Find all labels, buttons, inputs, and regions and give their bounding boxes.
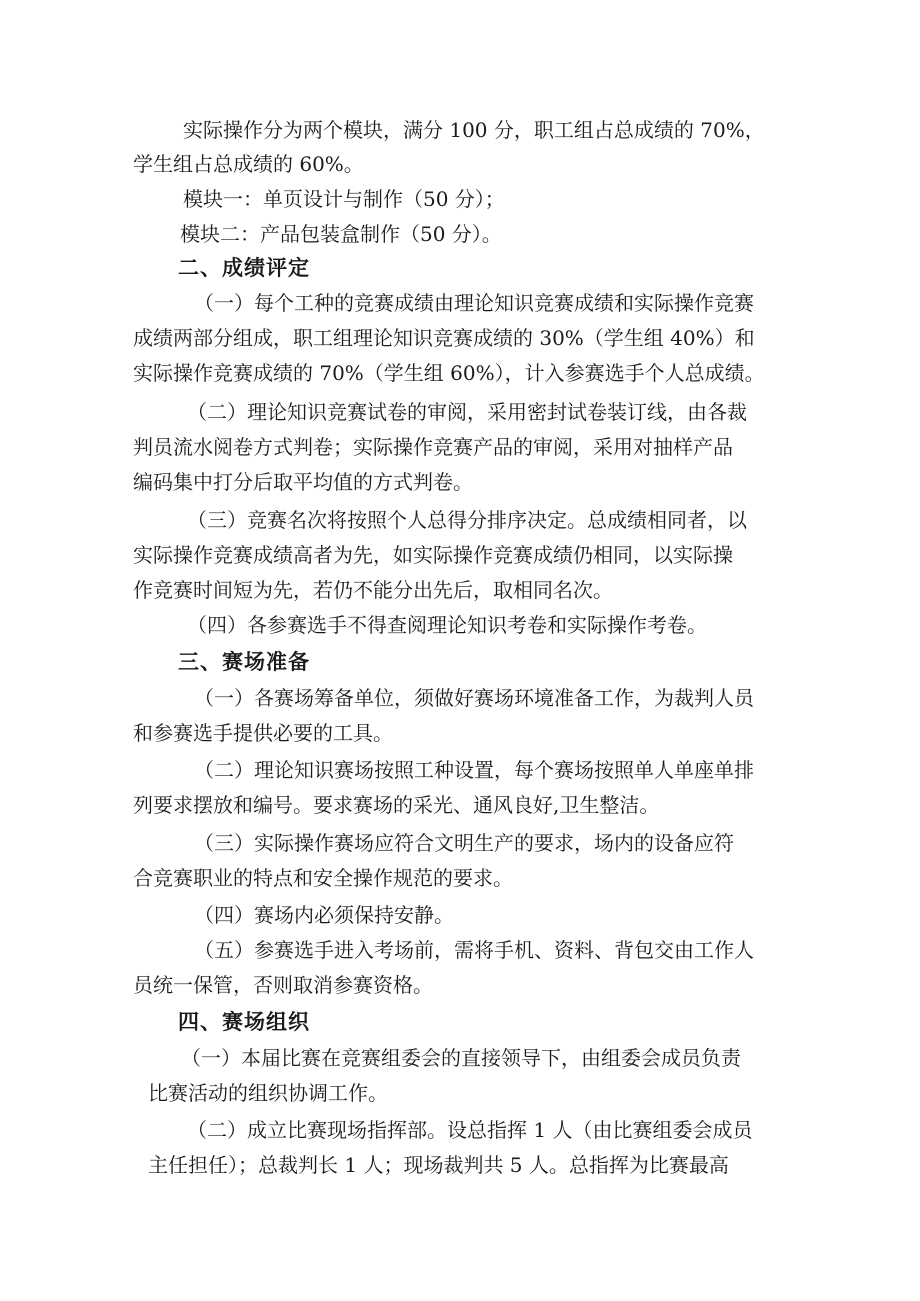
- text-line: （三）实际操作赛场应符合文明生产的要求，场内的设备应符: [194, 831, 734, 855]
- text-line: 成绩两部分组成，职工组理论知识竞赛成绩的 30%（学生组 40%）和: [133, 326, 755, 350]
- text-line: 员统一保管，否则取消参赛资格。: [133, 973, 433, 997]
- text-line: 作竞赛时间短为先，若仍不能分出先后，取相同名次。: [133, 578, 613, 602]
- text-line: 合竞赛职业的特点和安全操作规范的要求。: [133, 866, 513, 890]
- section-heading: 三、赛场准备: [178, 650, 310, 674]
- text-line: 实际操作分为两个模块，满分 100 分，职工组占总成绩的 70%，: [183, 118, 765, 142]
- text-line: （一）各赛场筹备单位，须做好赛场环境准备工作，为裁判人员: [194, 686, 754, 710]
- text-line: （一）每个工种的竞赛成绩由理论知识竞赛成绩和实际操作竞赛: [194, 291, 754, 315]
- text-line: （四）各参赛选手不得查阅理论知识考卷和实际操作考卷。: [187, 613, 707, 637]
- text-line: （三）竞赛名次将按照个人总得分排序决定。总成绩相同者，以: [187, 508, 747, 532]
- text-line: 判员流水阅卷方式判卷；实际操作竞赛产品的审阅，采用对抽样产品: [133, 435, 733, 459]
- text-line: （二）成立比赛现场指挥部。设总指挥 1 人（由比赛组委会成员: [187, 1118, 753, 1142]
- text-line: 实际操作竞赛成绩高者为先，如实际操作竞赛成绩仍相同，以实际操: [133, 543, 733, 567]
- text-line: 比赛活动的组织协调工作。: [148, 1081, 388, 1105]
- text-line: （四）赛场内必须保持安静。: [194, 903, 454, 927]
- text-line: 编码集中打分后取平均值的方式判卷。: [133, 470, 473, 494]
- text-line: （二）理论知识赛场按照工种设置，每个赛场按照单人单座单排: [194, 758, 754, 782]
- section-heading: 四、赛场组织: [178, 1010, 310, 1034]
- text-line: 学生组占总成绩的 60%。: [133, 152, 364, 176]
- text-line: （五）参赛选手进入考场前，需将手机、资料、背包交由工作人: [194, 938, 754, 962]
- text-line: 模块一：单页设计与制作（50 分）；: [183, 187, 505, 211]
- text-line: 列要求摆放和编号。要求赛场的采光、通风良好,卫生整洁。: [133, 793, 660, 817]
- text-line: （二）理论知识竞赛试卷的审阅，采用密封试卷装订线，由各裁: [187, 400, 747, 424]
- text-line: 模块二：产品包装盒制作（50 分）。: [180, 222, 502, 246]
- text-line: 主任担任）；总裁判长 1 人；现场裁判共 5 人。总指挥为比赛最高: [148, 1153, 729, 1177]
- text-line: （一）本届比赛在竞赛组委会的直接领导下，由组委会成员负责: [181, 1046, 741, 1070]
- text-line: 实际操作竞赛成绩的 70%（学生组 60%），计入参赛选手个人总成绩。: [133, 361, 765, 385]
- text-line: 和参赛选手提供必要的工具。: [133, 721, 393, 745]
- section-heading: 二、成绩评定: [178, 256, 310, 280]
